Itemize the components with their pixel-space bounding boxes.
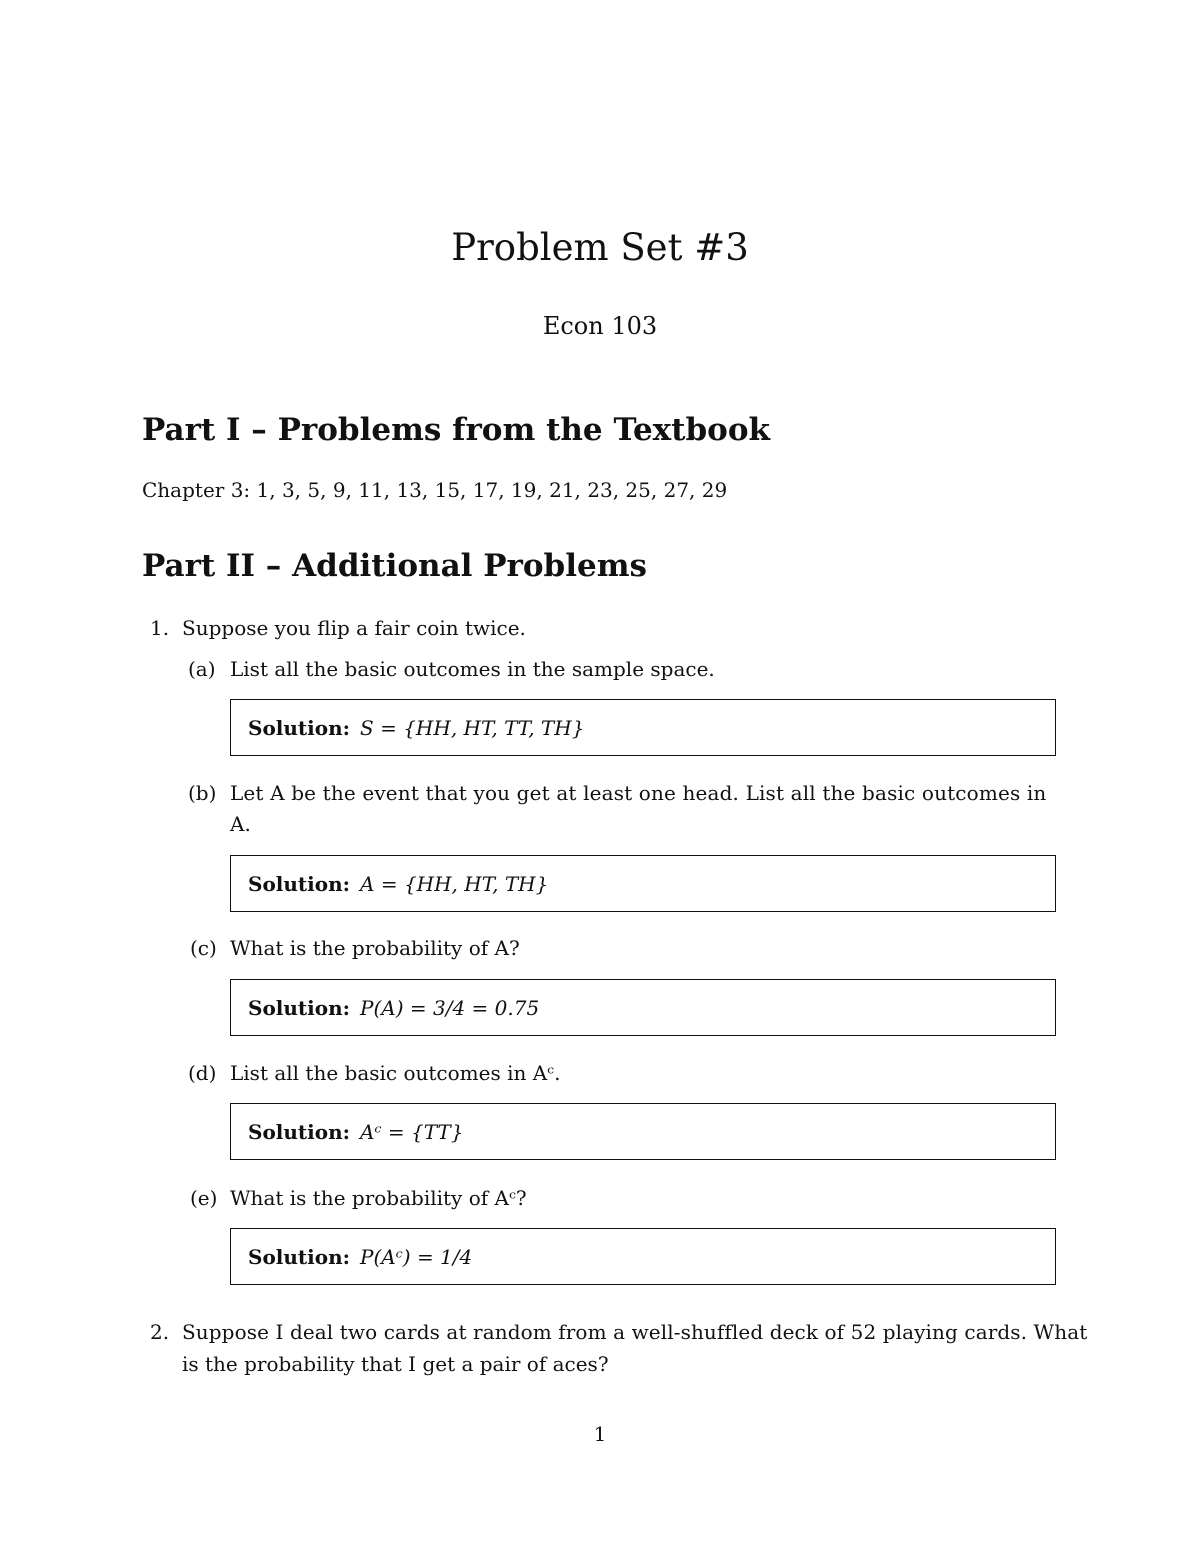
solution-label: Solution: [248, 1244, 351, 1269]
document-subtitle: Econ 103 [542, 312, 658, 340]
solution-text-d: Aᶜ = {TT} [360, 1119, 464, 1144]
document-title: Problem Set #3 [451, 226, 749, 269]
part1-text: Chapter 3: 1, 3, 5, 9, 11, 13, 15, 17, 19, 21, 23, 25, 27, 29 [142, 478, 728, 502]
part-c-label: (c) [190, 936, 217, 960]
part1-heading: Part I – Problems from the Textbook [142, 412, 770, 448]
solution-box-e [230, 1228, 1056, 1285]
solution-label: Solution: [248, 995, 351, 1020]
solution-label: Solution: [248, 715, 351, 740]
solution-box-d [230, 1103, 1056, 1160]
solution-text-b: A = {HH, HT, TH} [360, 871, 549, 896]
part-e-label: (e) [190, 1186, 218, 1210]
part-b-text-line1: Let A be the event that you get at least one head. List all the basic outcomes in [230, 781, 1047, 805]
problem2-text-line2: is the probability that I get a pair of aces? [182, 1352, 609, 1376]
problem1-number: 1. [150, 616, 170, 640]
solution-box-a [230, 699, 1056, 756]
solution-text-a: S = {HH, HT, TT, TH} [360, 715, 585, 740]
solution-label: Solution: [248, 871, 351, 896]
part-d-label: (d) [188, 1061, 217, 1085]
part-b-label: (b) [188, 781, 217, 805]
solution-text-c: P(A) = 3/4 = 0.75 [360, 995, 540, 1020]
part2-heading: Part II – Additional Problems [142, 548, 647, 584]
solution-box-b [230, 855, 1056, 912]
solution-box-c [230, 979, 1056, 1036]
problem2-text-line1: Suppose I deal two cards at random from a well-shuffled deck of 52 playing cards. What [182, 1320, 1088, 1344]
part-d-text: List all the basic outcomes in Aᶜ. [230, 1061, 561, 1085]
part-a-text: List all the basic outcomes in the sample space. [230, 657, 715, 681]
problem1-text: Suppose you flip a fair coin twice. [182, 616, 526, 640]
part-a-label: (a) [188, 657, 216, 681]
problem2-number: 2. [150, 1320, 170, 1344]
solution-text-e: P(Aᶜ) = 1/4 [360, 1244, 473, 1269]
part-b-text-line2: A. [230, 812, 251, 836]
solution-label: Solution: [248, 1119, 351, 1144]
part-e-text: What is the probability of Aᶜ? [230, 1186, 527, 1210]
page-number: 1 [593, 1422, 607, 1446]
part-c-text: What is the probability of A? [230, 936, 520, 960]
